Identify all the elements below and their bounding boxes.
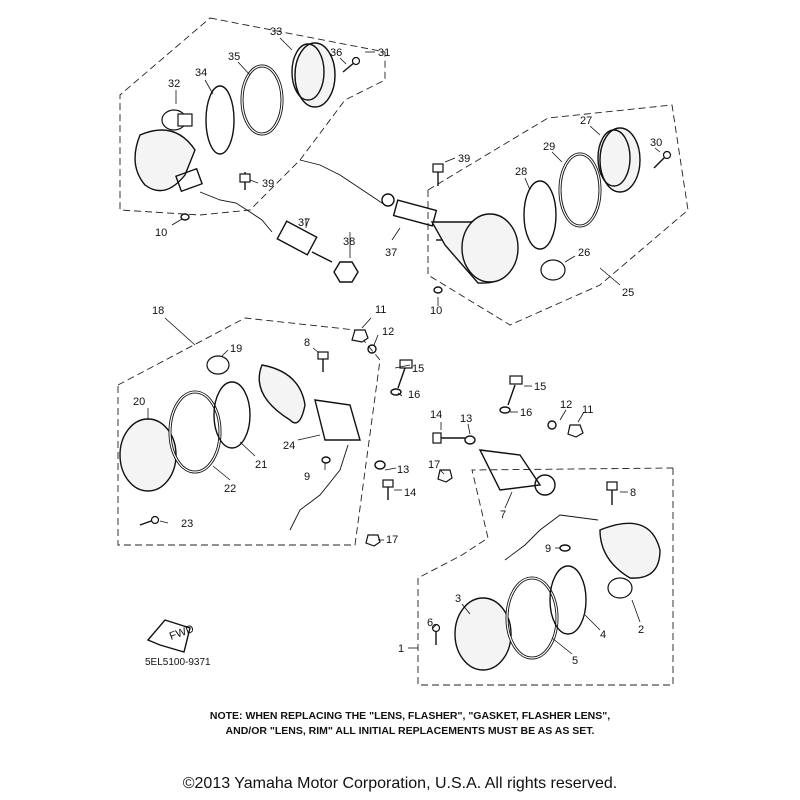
callout-6: 6 <box>427 617 434 629</box>
washer-16-right <box>500 407 510 413</box>
callout-39-right: 39 <box>458 153 471 165</box>
bolt-14-left <box>383 480 393 500</box>
wiring-31 <box>200 192 272 232</box>
callout-36: 36 <box>330 47 343 59</box>
callout-10-right: 10 <box>430 305 443 317</box>
nut-17-right <box>438 470 452 482</box>
callout-20: 20 <box>133 396 146 408</box>
callout-16-right: 16 <box>520 407 533 419</box>
bolt-15-right <box>508 376 522 405</box>
callout-23: 23 <box>181 518 194 530</box>
washer-13-right <box>465 436 475 444</box>
nut-11-right <box>568 425 583 437</box>
washer-9-right <box>560 545 570 551</box>
screw-39-right <box>433 164 443 186</box>
callout-3: 3 <box>455 593 462 605</box>
screw-30 <box>654 152 671 169</box>
callout-37-left: 37 <box>298 217 311 229</box>
callout-39-left: 39 <box>262 178 275 190</box>
screw-39-left <box>240 172 250 190</box>
callout-25: 25 <box>622 287 635 299</box>
nut-38 <box>334 262 358 282</box>
callout-11-left: 11 <box>375 304 387 316</box>
callout-34: 34 <box>195 67 208 79</box>
bulb-32-base <box>178 114 192 126</box>
gasket-21 <box>214 382 250 448</box>
callout-17-right: 17 <box>428 459 441 471</box>
callout-14-right: 14 <box>430 409 443 421</box>
callout-4: 4 <box>600 629 607 641</box>
callout-28: 28 <box>515 166 528 178</box>
bracket-24 <box>315 400 360 440</box>
callout-38: 38 <box>343 236 356 248</box>
wiring-18 <box>290 445 348 530</box>
rear-flasher-assembly-right <box>418 376 673 685</box>
flasher-lens-20 <box>120 419 176 491</box>
callout-7: 7 <box>500 509 507 521</box>
copyright-notice: ©2013 Yamaha Motor Corporation, U.S.A. All rights reserved. <box>182 775 618 792</box>
callout-13-left: 13 <box>397 464 410 476</box>
screw-36 <box>343 58 360 73</box>
callout-21: 21 <box>255 459 268 471</box>
housing-body-1 <box>600 523 660 578</box>
bulb-26 <box>541 260 565 280</box>
wiring-1 <box>505 515 598 560</box>
gasket-34 <box>206 86 234 154</box>
wiring-25 <box>300 160 385 205</box>
bolt-8-left <box>318 352 328 372</box>
bulb-2 <box>608 578 632 598</box>
assembly-25-boundary <box>428 105 688 325</box>
callout-15-right: 15 <box>534 381 547 393</box>
leader-lines <box>148 38 663 654</box>
callout-9-right: 9 <box>545 543 552 555</box>
catalog-code: 5EL5100-9371 <box>145 657 211 668</box>
screw-23 <box>140 517 159 526</box>
flasher-lens-25 <box>462 214 518 282</box>
note-line-1: NOTE: WHEN REPLACING THE "LENS, FLASHER", "GASKET, FLASHER LENS", <box>209 710 611 722</box>
callout-15-left: 15 <box>412 363 425 375</box>
callout-37-right: 37 <box>385 247 398 259</box>
callout-29: 29 <box>543 141 556 153</box>
callout-8-right: 8 <box>630 487 637 499</box>
bolt-15-left <box>398 360 412 388</box>
callout-labels <box>133 26 662 667</box>
washer-10-left <box>181 214 189 220</box>
callout-30: 30 <box>650 137 663 149</box>
washer-13-left <box>375 461 385 469</box>
flasher-lens-3 <box>455 598 511 670</box>
bolt-14-right <box>433 433 465 443</box>
callout-24: 24 <box>283 440 296 452</box>
gasket-28 <box>524 181 556 249</box>
callout-31: 31 <box>378 47 391 59</box>
replacement-note <box>150 709 670 739</box>
rear-flasher-assembly-left <box>118 318 380 545</box>
callout-19: 19 <box>230 343 243 355</box>
bulb-19 <box>207 356 229 374</box>
callout-32: 32 <box>168 78 181 90</box>
washer-9-left <box>322 457 330 463</box>
callout-33: 33 <box>270 26 283 38</box>
callout-8-left: 8 <box>304 337 311 349</box>
bolt-8-right <box>607 482 617 505</box>
forward-arrow-icon <box>148 620 196 652</box>
callout-18: 18 <box>152 305 165 317</box>
callout-10-left: 10 <box>155 227 168 239</box>
collar-12-left <box>368 345 376 353</box>
callout-27: 27 <box>580 115 593 127</box>
callout-1: 1 <box>398 643 405 655</box>
callout-14-left: 14 <box>404 487 417 499</box>
nut-11-left <box>352 330 368 342</box>
callout-22: 22 <box>224 483 237 495</box>
callout-17-left: 17 <box>386 534 399 546</box>
stay-7 <box>480 450 540 490</box>
nut-17-left <box>366 535 380 546</box>
callout-11-right: 11 <box>582 404 594 416</box>
housing-body-31 <box>135 130 195 191</box>
callout-12-right: 12 <box>560 399 573 411</box>
front-flasher-assembly-left <box>120 18 385 262</box>
note-line-2: AND/OR "LENS, RIM" ALL INITIAL REPLACEMENTS MUST BE AS AS SET. <box>225 725 595 737</box>
callout-26: 26 <box>578 247 591 259</box>
callout-9-left: 9 <box>304 471 311 483</box>
mounting-hardware-center <box>352 330 412 546</box>
callout-13-right: 13 <box>460 413 473 425</box>
washer-10-right <box>434 287 442 293</box>
collar-12-right <box>548 421 556 429</box>
callout-16-left: 16 <box>408 389 421 401</box>
callout-2: 2 <box>638 624 645 636</box>
callout-5: 5 <box>572 655 579 667</box>
stay-37-right <box>382 194 436 226</box>
callout-35: 35 <box>228 51 241 63</box>
housing-body-24 <box>259 365 305 423</box>
svg-text:FWD: FWD <box>167 622 196 643</box>
callout-12-left: 12 <box>382 326 395 338</box>
